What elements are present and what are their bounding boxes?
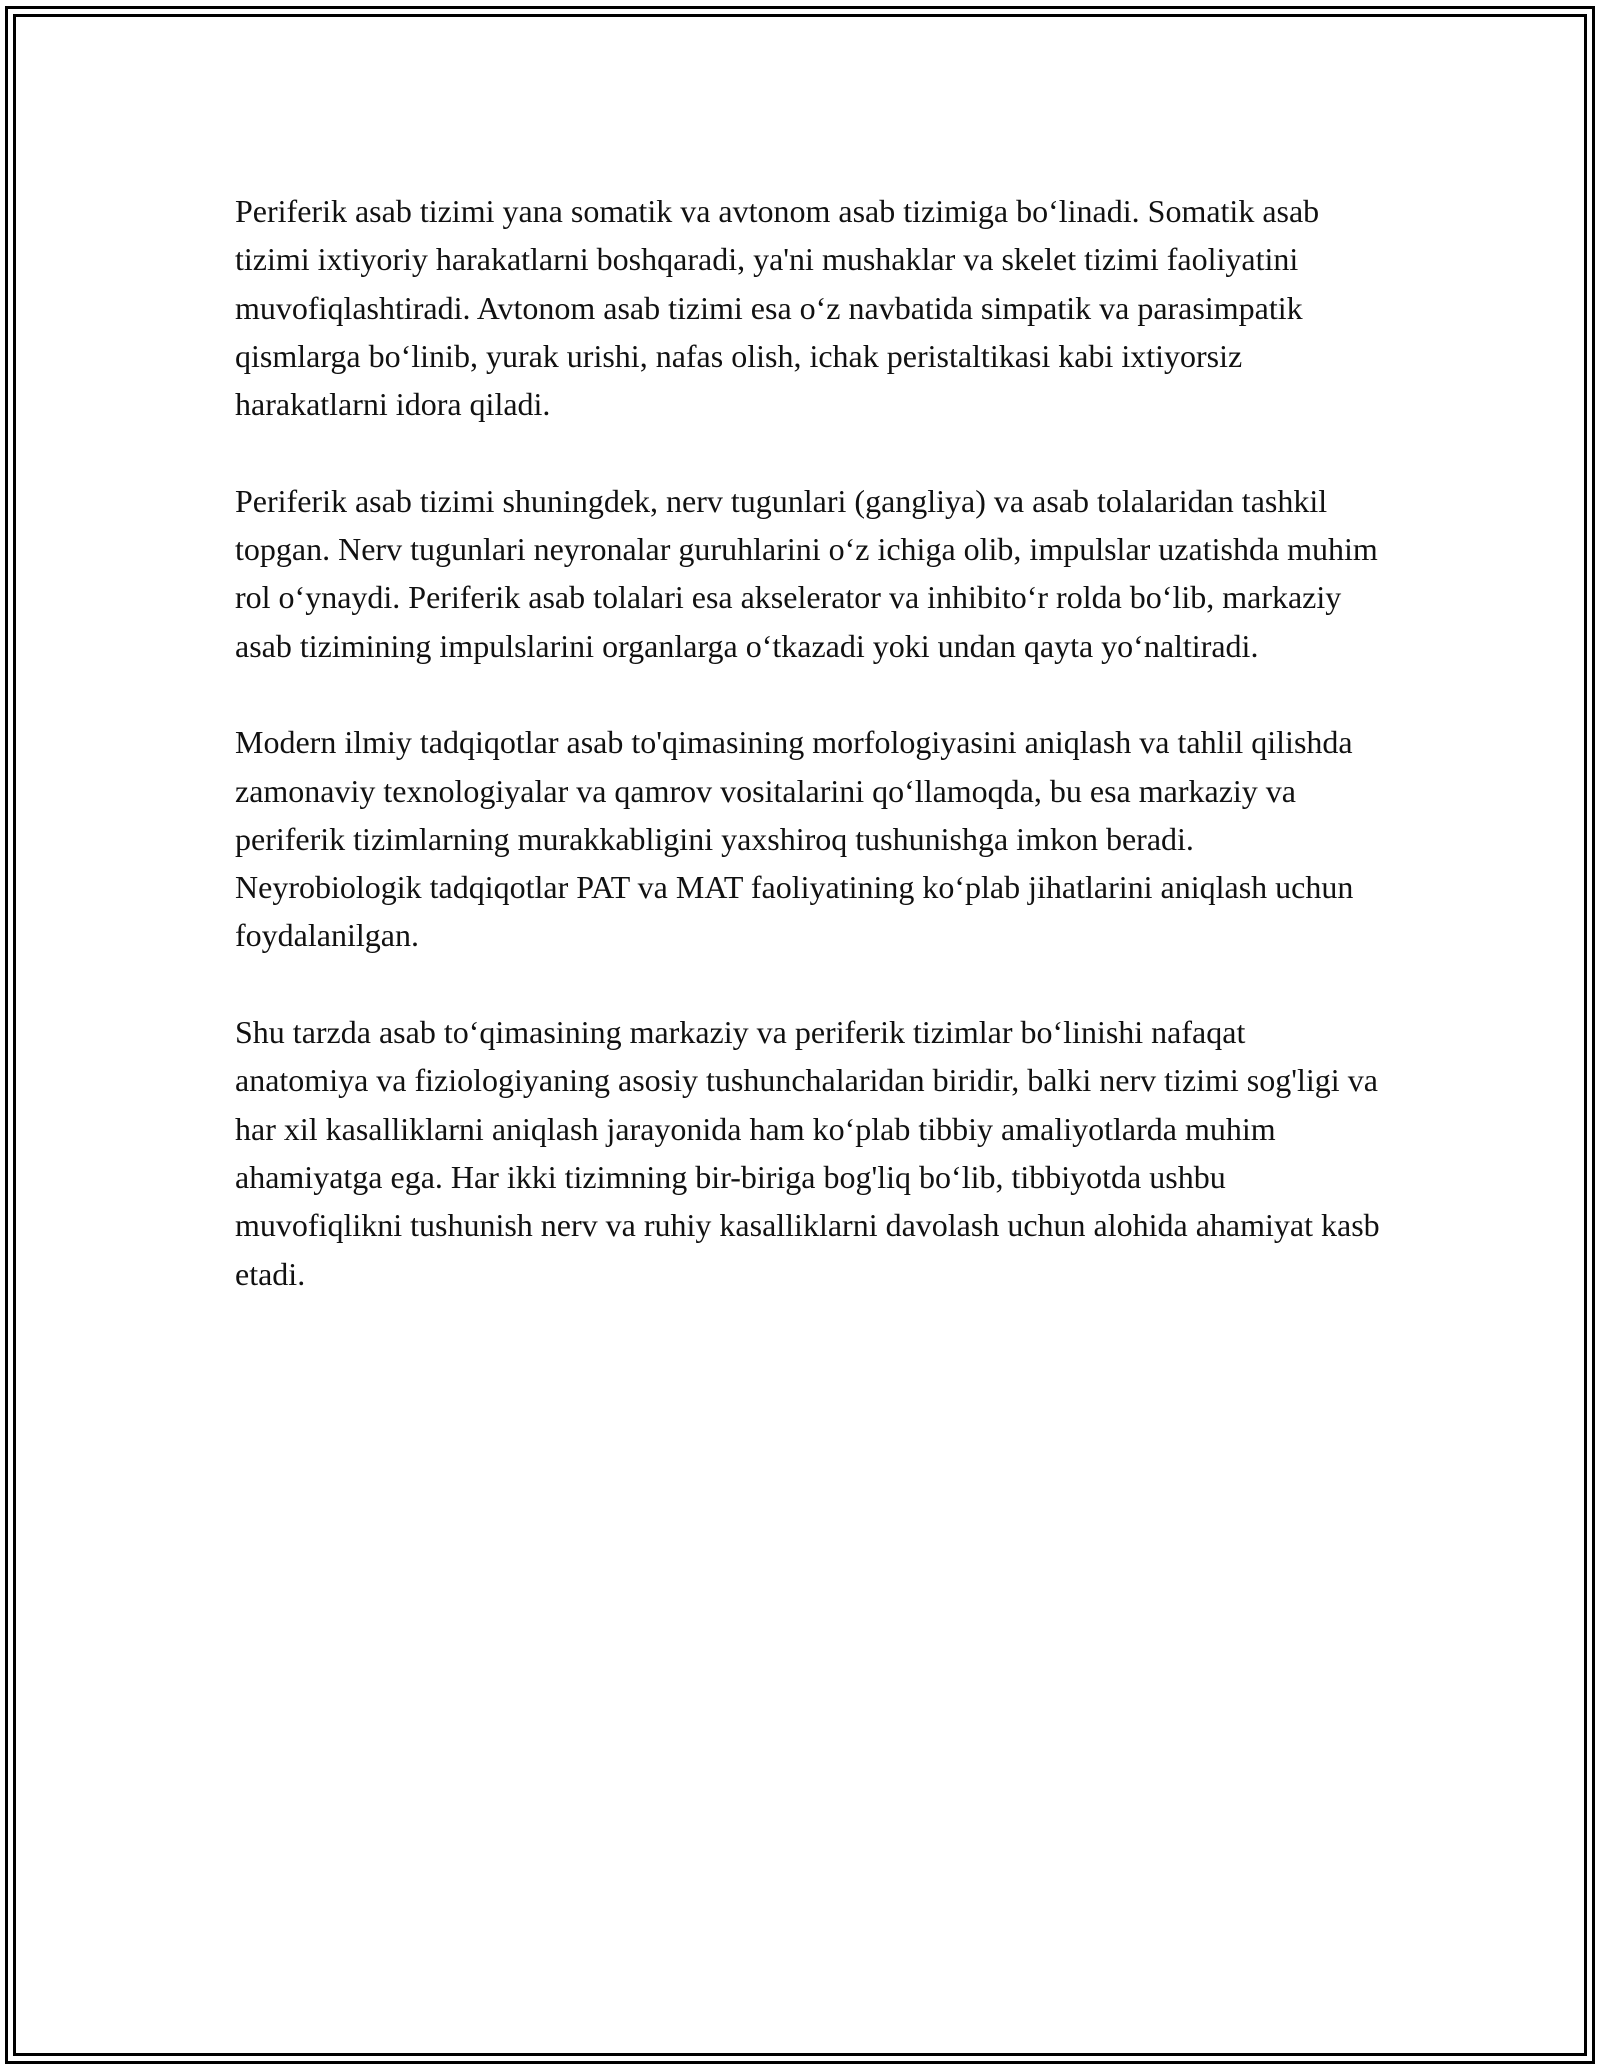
paragraph-3: Modern ilmiy tadqiqotlar asab to'qimasining morfologiyasini aniqlash va tahlil qilishda zamonaviy texnologiyalar va qamrov vositalarini qo‘llamoqda, bu esa markaziy va periferik tizimlarning murakkabligini yaxshiroq tushunishga imkon beradi. Neyrobiologik tadqiqotlar PAT va MAT faoliyatining ko‘plab jihatlarini aniqlash uchun foydalanilgan.: [235, 724, 1354, 954]
paragraph-1: Periferik asab tizimi yana somatik va avtonom asab tizimiga bo‘linadi. Somatik asab tizimi ixtiyoriy harakatlarni boshqaradi, ya'ni mushaklar va skelet tizimi faoliyatini muvofiqlashtiradi. Avtonom asab tizimi esa o‘z navbatida simpatik va parasimpatik qismlarga bo‘linib, yurak urishi, nafas olish, ichak peristaltikasi kabi ixtiyorsiz harakatlarni idora qiladi.: [235, 193, 1320, 423]
document-body: [235, 187, 1385, 1346]
paragraph-2: Periferik asab tizimi shuningdek, nerv tugunlari (gangliya) va asab tolalaridan tashkil topgan. Nerv tugunlari neyronalar guruhlarini o‘z ichiga olib, impulslar uzatishda muhim rol o‘ynaydi. Periferik asab tolalari esa akselerator va inhibito‘r rolda bo‘lib, markaziy asab tizimining impulslarini organlarga o‘tkazadi yoki undan qayta yo‘naltiradi.: [235, 482, 1378, 664]
paragraph-4: Shu tarzda asab to‘qimasining markaziy va periferik tizimlar bo‘linishi nafaqat anatomiya va fiziologiyaning asosiy tushunchalaridan biridir, balki nerv tizimi sog'ligi va har xil kasalliklarni aniqlash jarayonida ham ko‘plab tibbiy amaliyotlarda muhim ahamiyatga ega. Har ikki tizimning bir-biriga bog'liq bo‘lib, tibbiyotda ushbu muvofiqlikni tushunish nerv va ruhiy kasalliklarni davolash uchun alohida ahamiyat kasb etadi.: [235, 1014, 1380, 1292]
